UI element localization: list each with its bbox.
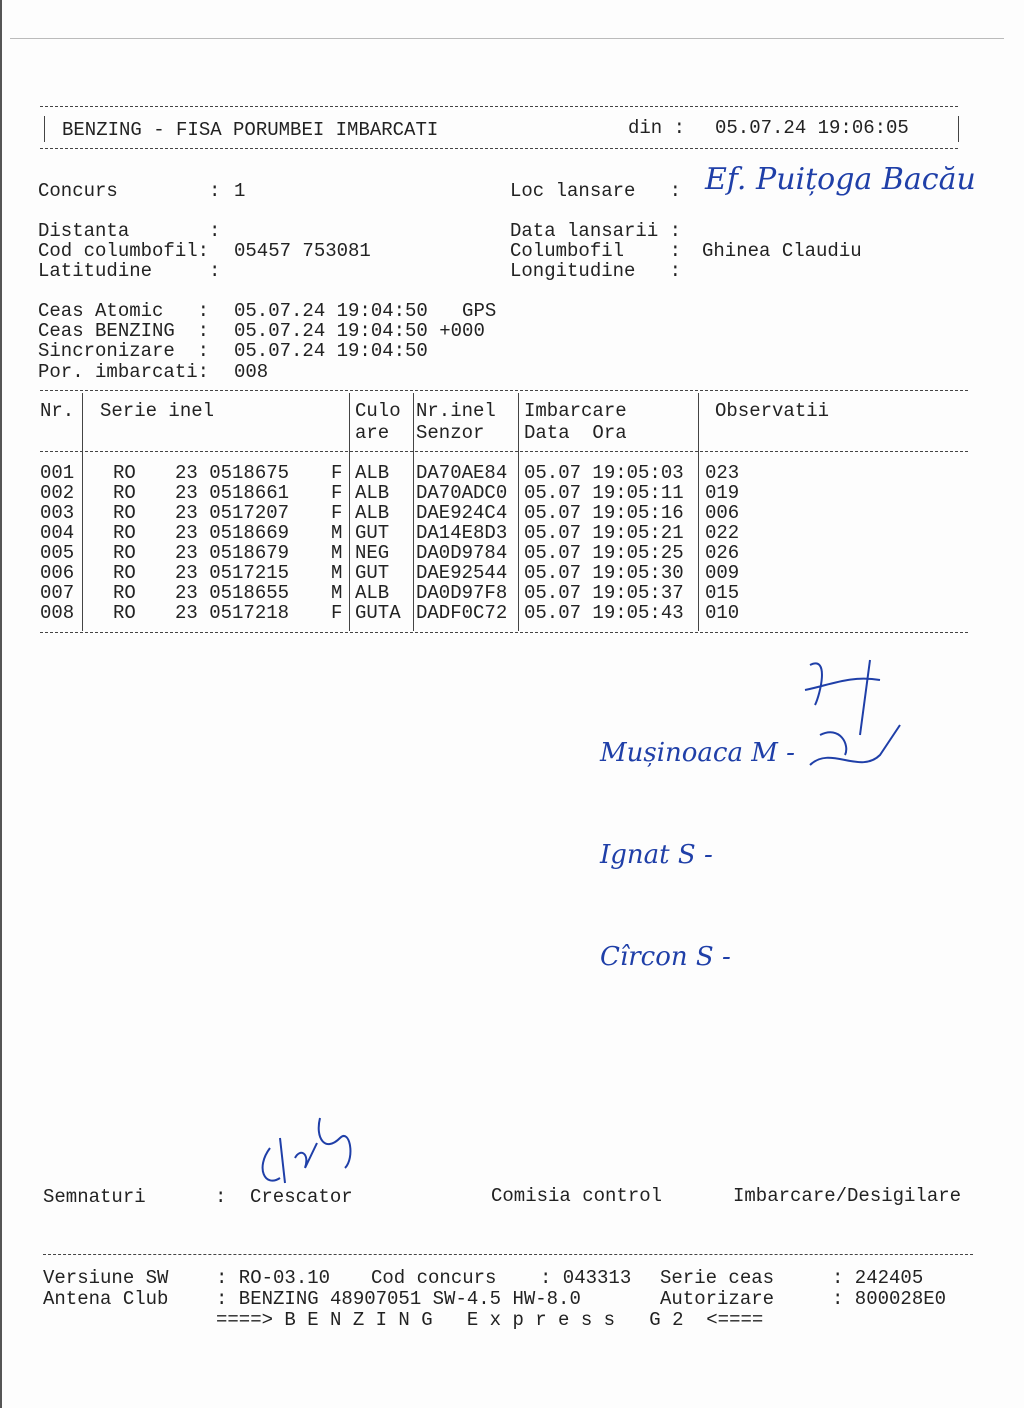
cell-color: ALB xyxy=(355,462,390,484)
cell-ring-serial: 23 0518679 xyxy=(175,542,290,564)
por-imbarcati-label: Por. imbarcati: xyxy=(38,361,210,383)
cell-color: GUT xyxy=(355,562,390,584)
commission-member: Mușinoaca M - xyxy=(600,738,795,768)
cell-sensor: DA14E8D3 xyxy=(416,522,508,544)
header-border-bottom xyxy=(40,148,958,149)
cell-ring-serial: 23 0517218 xyxy=(175,602,290,624)
cell-observatii: 006 xyxy=(705,502,740,524)
cell-color: NEG xyxy=(355,542,390,564)
cell-boarding-time: 05.07 19:05:37 xyxy=(524,582,684,604)
data-lansarii-label: Data lansarii : xyxy=(510,220,682,242)
concurs-label: Concurs : xyxy=(38,180,221,202)
ceas-benzing-label: Ceas BENZING : xyxy=(38,320,210,342)
cod-concurs-value: : 043313 xyxy=(540,1267,632,1289)
versiune-sw-value: : RO-03.10 xyxy=(216,1267,331,1289)
commission-member: Cîrcon S - xyxy=(600,942,731,972)
columbofil-value: Ghinea Claudiu xyxy=(702,240,862,262)
cell-sensor: DA70ADC0 xyxy=(416,482,508,504)
header-border-top xyxy=(40,106,958,107)
sincronizare-label: Sincronizare : xyxy=(38,340,210,362)
ceas-atomic-label: Ceas Atomic : xyxy=(38,300,210,322)
cell-nr: 007 xyxy=(40,582,75,604)
cell-country: RO xyxy=(113,462,136,484)
col-divider xyxy=(82,393,83,631)
cell-color: ALB xyxy=(355,502,390,524)
cell-country: RO xyxy=(113,562,136,584)
cell-observatii: 022 xyxy=(705,522,740,544)
col-divider xyxy=(518,393,519,631)
cell-sex: F xyxy=(331,462,343,484)
cell-sex: F xyxy=(331,502,343,524)
cell-sensor: DA70AE84 xyxy=(416,462,508,484)
cell-sex: M xyxy=(331,562,343,584)
loc-lansare-label: Loc lansare : xyxy=(510,180,682,202)
comisia-control-label: Comisia control xyxy=(491,1185,663,1207)
cell-color: ALB xyxy=(355,482,390,504)
cell-sensor: DAE924C4 xyxy=(416,502,508,524)
cell-boarding-time: 05.07 19:05:30 xyxy=(524,562,684,584)
header-nr: Nr. xyxy=(40,400,75,422)
imbarcare-desigilare-label: Imbarcare/Desigilare xyxy=(733,1185,962,1207)
por-imbarcati-value: 008 xyxy=(234,361,269,383)
commission-member: Ignat S - xyxy=(600,840,713,870)
loc-lansare-handwritten: Ef. Puițoga Bacău xyxy=(705,162,976,197)
cell-country: RO xyxy=(113,602,136,624)
cod-columbofil-label: Cod columbofil: xyxy=(38,240,210,262)
cell-sex: M xyxy=(331,522,343,544)
semnaturi-label: Semnaturi xyxy=(43,1186,146,1208)
header-imbarcare-2: Data Ora xyxy=(524,422,627,444)
header-imbarcare-1: Imbarcare xyxy=(524,400,627,422)
cell-nr: 002 xyxy=(40,482,75,504)
antena-club-value: : BENZING 48907051 SW-4.5 HW-8.0 xyxy=(216,1288,581,1310)
header-border-right xyxy=(958,116,959,142)
cell-country: RO xyxy=(113,522,136,544)
cell-observatii: 010 xyxy=(705,602,740,624)
cell-ring-serial: 23 0518675 xyxy=(175,462,290,484)
columbofil-label: Columbofil : xyxy=(510,240,682,262)
header-culoare-2: are xyxy=(355,422,390,444)
crescator-label: Crescator xyxy=(250,1186,353,1208)
ceas-benzing-value: 05.07.24 19:04:50 +000 xyxy=(234,320,485,342)
header-border-left xyxy=(44,116,45,142)
sincronizare-value: 05.07.24 19:04:50 xyxy=(234,340,428,362)
cod-columbofil-value: 05457 753081 xyxy=(234,240,371,262)
footer-separator xyxy=(43,1254,973,1255)
print-datetime: 05.07.24 19:06:05 xyxy=(715,117,909,139)
ceas-atomic-value: 05.07.24 19:04:50 GPS xyxy=(234,300,497,322)
cell-color: GUTA xyxy=(355,602,401,624)
cell-ring-serial: 23 0518655 xyxy=(175,582,290,604)
cell-nr: 003 xyxy=(40,502,75,524)
serie-ceas-value: : 242405 xyxy=(832,1267,924,1289)
cell-ring-serial: 23 0518669 xyxy=(175,522,290,544)
cell-sex: F xyxy=(331,482,343,504)
cell-boarding-time: 05.07 19:05:16 xyxy=(524,502,684,524)
serie-ceas-label: Serie ceas xyxy=(660,1267,775,1289)
cell-country: RO xyxy=(113,482,136,504)
latitudine-label: Latitudine : xyxy=(38,260,221,282)
col-divider xyxy=(698,393,699,631)
cell-sex: M xyxy=(331,542,343,564)
cell-sensor: DA0D97F8 xyxy=(416,582,508,604)
cell-observatii: 026 xyxy=(705,542,740,564)
cod-concurs-label: Cod concurs xyxy=(371,1267,497,1289)
benzing-express-banner: ====> B E N Z I N G E x p r e s s G 2 <==== xyxy=(216,1309,764,1331)
col-divider xyxy=(413,393,414,631)
cell-ring-serial: 23 0517215 xyxy=(175,562,290,584)
cell-boarding-time: 05.07 19:05:11 xyxy=(524,482,684,504)
semnaturi-colon: : xyxy=(215,1186,227,1208)
cell-nr: 005 xyxy=(40,542,75,564)
cell-sex: M xyxy=(331,582,343,604)
cell-sex: F xyxy=(331,602,343,624)
col-divider xyxy=(349,393,350,631)
din-label: din : xyxy=(628,117,686,139)
cell-country: RO xyxy=(113,582,136,604)
cell-boarding-time: 05.07 19:05:03 xyxy=(524,462,684,484)
distanta-label: Distanta : xyxy=(38,220,221,242)
cell-observatii: 009 xyxy=(705,562,740,584)
cell-observatii: 023 xyxy=(705,462,740,484)
cell-sensor: DAE92544 xyxy=(416,562,508,584)
header-serie-inel: Serie inel xyxy=(100,400,215,422)
cell-nr: 006 xyxy=(40,562,75,584)
cell-boarding-time: 05.07 19:05:43 xyxy=(524,602,684,624)
cell-country: RO xyxy=(113,542,136,564)
table-header-separator xyxy=(40,451,968,452)
cell-nr: 008 xyxy=(40,602,75,624)
autorizare-value: : 800028E0 xyxy=(832,1288,947,1310)
cell-country: RO xyxy=(113,502,136,524)
cell-color: ALB xyxy=(355,582,390,604)
cell-nr: 004 xyxy=(40,522,75,544)
header-nr-inel-1: Nr.inel xyxy=(416,400,496,422)
scan-line xyxy=(10,38,1004,39)
cell-sensor: DADF0C72 xyxy=(416,602,508,624)
header-observatii: Observatii xyxy=(715,400,830,422)
table-border-bottom xyxy=(40,632,968,633)
cell-color: GUT xyxy=(355,522,390,544)
versiune-sw-label: Versiune SW xyxy=(43,1267,169,1289)
cell-boarding-time: 05.07 19:05:21 xyxy=(524,522,684,544)
table-border-top xyxy=(40,390,968,391)
longitudine-label: Longitudine : xyxy=(510,260,682,282)
scan-edge xyxy=(0,0,2,1408)
antena-club-label: Antena Club xyxy=(43,1288,169,1310)
cell-sensor: DA0D9784 xyxy=(416,542,508,564)
cell-ring-serial: 23 0517207 xyxy=(175,502,290,524)
cell-ring-serial: 23 0518661 xyxy=(175,482,290,504)
cell-boarding-time: 05.07 19:05:25 xyxy=(524,542,684,564)
document-title: BENZING - FISA PORUMBEI IMBARCATI xyxy=(62,119,439,141)
crescator-signature xyxy=(255,1108,365,1188)
cell-observatii: 019 xyxy=(705,482,740,504)
commission-handwritten xyxy=(600,668,795,1008)
header-nr-inel-2: Senzor xyxy=(416,422,485,444)
concurs-value: 1 xyxy=(234,180,246,202)
commission-signatures xyxy=(790,645,930,795)
autorizare-label: Autorizare xyxy=(660,1288,775,1310)
header-culoare-1: Culo xyxy=(355,400,401,422)
cell-observatii: 015 xyxy=(705,582,740,604)
cell-nr: 001 xyxy=(40,462,75,484)
